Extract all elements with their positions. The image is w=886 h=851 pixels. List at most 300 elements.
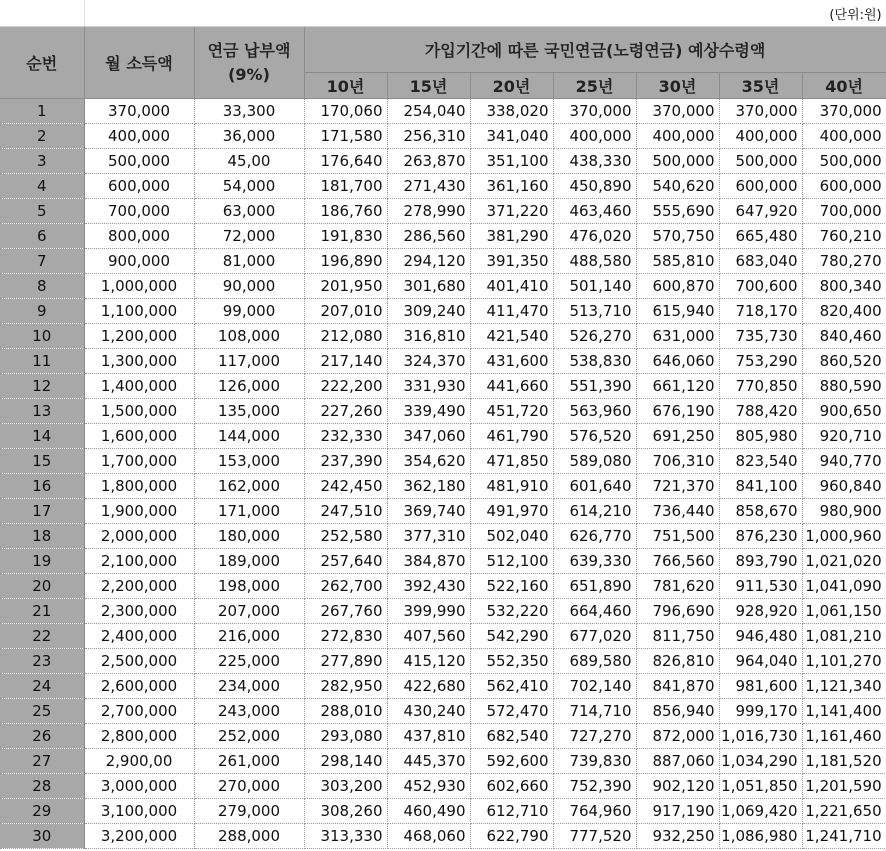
table-cell: 181,700	[304, 174, 387, 199]
table-cell: 176,640	[304, 149, 387, 174]
table-cell: 316,810	[387, 324, 470, 349]
row-index: 10	[0, 324, 84, 349]
table-cell: 796,690	[636, 599, 719, 624]
row-index: 15	[0, 449, 84, 474]
table-cell: 54,000	[194, 174, 304, 199]
header-year-4: 30년	[636, 73, 719, 99]
table-cell: 980,900	[802, 499, 886, 524]
table-cell: 471,850	[470, 449, 553, 474]
table-cell: 431,600	[470, 349, 553, 374]
table-cell: 2,500,000	[84, 649, 194, 674]
row-index: 26	[0, 724, 84, 749]
table-cell: 614,210	[553, 499, 636, 524]
table-cell: 3,000,000	[84, 774, 194, 799]
row-index: 5	[0, 199, 84, 224]
table-row	[0, 799, 886, 824]
row-index: 22	[0, 624, 84, 649]
table-row	[0, 674, 886, 699]
table-row	[0, 299, 886, 324]
table-cell: 1,600,000	[84, 424, 194, 449]
header-payment	[194, 27, 304, 99]
table-cell: 488,580	[553, 249, 636, 274]
table-cell: 612,710	[470, 799, 553, 824]
table-cell: 460,490	[387, 799, 470, 824]
table-cell: 294,120	[387, 249, 470, 274]
table-cell: 501,140	[553, 274, 636, 299]
table-cell: 600,000	[719, 174, 802, 199]
table-cell: 1,021,020	[802, 549, 886, 574]
table-cell: 600,000	[84, 174, 194, 199]
row-index: 14	[0, 424, 84, 449]
table-cell: 542,290	[470, 624, 553, 649]
table-cell: 691,250	[636, 424, 719, 449]
table-cell: 216,000	[194, 624, 304, 649]
table-cell: 932,250	[636, 824, 719, 849]
table-cell: 370,000	[636, 99, 719, 124]
row-index: 20	[0, 574, 84, 599]
table-cell: 1,081,210	[802, 624, 886, 649]
table-cell: 207,000	[194, 599, 304, 624]
table-cell: 270,000	[194, 774, 304, 799]
table-cell: 288,010	[304, 699, 387, 724]
table-cell: 512,100	[470, 549, 553, 574]
row-index: 28	[0, 774, 84, 799]
table-cell: 293,080	[304, 724, 387, 749]
header-year-2: 20년	[470, 73, 553, 99]
table-cell: 920,710	[802, 424, 886, 449]
table-cell: 411,470	[470, 299, 553, 324]
table-cell: 288,000	[194, 824, 304, 849]
table-cell: 2,400,000	[84, 624, 194, 649]
unit-label: (단위:원)	[84, 0, 886, 27]
table-cell: 227,260	[304, 399, 387, 424]
table-cell: 689,580	[553, 649, 636, 674]
table-cell: 117,000	[194, 349, 304, 374]
table-cell: 876,230	[719, 524, 802, 549]
table-cell: 271,430	[387, 174, 470, 199]
table-cell: 370,000	[719, 99, 802, 124]
table-cell: 201,950	[304, 274, 387, 299]
table-row	[0, 374, 886, 399]
table-cell: 237,390	[304, 449, 387, 474]
table-cell: 764,960	[553, 799, 636, 824]
table-cell: 278,990	[387, 199, 470, 224]
table-row	[0, 699, 886, 724]
table-cell: 400,000	[719, 124, 802, 149]
table-cell: 777,520	[553, 824, 636, 849]
table-cell: 570,750	[636, 224, 719, 249]
row-index: 12	[0, 374, 84, 399]
table-cell: 252,000	[194, 724, 304, 749]
table-row	[0, 499, 886, 524]
table-cell: 282,950	[304, 674, 387, 699]
table-cell: 377,310	[387, 524, 470, 549]
table-cell: 225,000	[194, 649, 304, 674]
table-cell: 736,440	[636, 499, 719, 524]
table-cell: 677,020	[553, 624, 636, 649]
table-cell: 893,790	[719, 549, 802, 574]
table-cell: 601,640	[553, 474, 636, 499]
table-row	[0, 774, 886, 799]
table-cell: 257,640	[304, 549, 387, 574]
table-cell: 400,000	[802, 124, 886, 149]
table-cell: 162,000	[194, 474, 304, 499]
table-cell: 840,460	[802, 324, 886, 349]
table-cell: 481,910	[470, 474, 553, 499]
table-cell: 370,000	[553, 99, 636, 124]
table-cell: 371,220	[470, 199, 553, 224]
table-cell: 1,500,000	[84, 399, 194, 424]
table-cell: 308,260	[304, 799, 387, 824]
table-row	[0, 599, 886, 624]
table-row	[0, 574, 886, 599]
row-index: 30	[0, 824, 84, 849]
table-cell: 500,000	[636, 149, 719, 174]
row-index: 2	[0, 124, 84, 149]
table-cell: 1,034,290	[719, 749, 802, 774]
table-cell: 400,000	[553, 124, 636, 149]
table-row	[0, 249, 886, 274]
table-row	[0, 749, 886, 774]
table-cell: 171,580	[304, 124, 387, 149]
table-cell: 700,600	[719, 274, 802, 299]
table-cell: 651,890	[553, 574, 636, 599]
table-cell: 540,620	[636, 174, 719, 199]
table-cell: 381,290	[470, 224, 553, 249]
table-cell: 714,710	[553, 699, 636, 724]
table-cell: 563,960	[553, 399, 636, 424]
table-row	[0, 624, 886, 649]
table-cell: 823,540	[719, 449, 802, 474]
table-cell: 217,140	[304, 349, 387, 374]
table-cell: 341,040	[470, 124, 553, 149]
table-cell: 721,370	[636, 474, 719, 499]
header-year-3: 25년	[553, 73, 636, 99]
table-row	[0, 274, 886, 299]
table-cell: 1,100,000	[84, 299, 194, 324]
table-cell: 702,140	[553, 674, 636, 699]
table-cell: 1,141,400	[802, 699, 886, 724]
table-cell: 384,870	[387, 549, 470, 574]
header-row-group	[0, 27, 886, 73]
row-index: 19	[0, 549, 84, 574]
row-index: 23	[0, 649, 84, 674]
table-cell: 872,000	[636, 724, 719, 749]
table-cell: 347,060	[387, 424, 470, 449]
header-year-6: 40년	[802, 73, 886, 99]
table-cell: 438,330	[553, 149, 636, 174]
table-cell: 770,850	[719, 374, 802, 399]
table-cell: 999,170	[719, 699, 802, 724]
table-cell: 600,870	[636, 274, 719, 299]
table-cell: 232,330	[304, 424, 387, 449]
table-cell: 760,210	[802, 224, 886, 249]
table-cell: 781,620	[636, 574, 719, 599]
table-cell: 887,060	[636, 749, 719, 774]
table-cell: 445,370	[387, 749, 470, 774]
table-cell: 526,270	[553, 324, 636, 349]
table-cell: 788,420	[719, 399, 802, 424]
table-cell: 562,410	[470, 674, 553, 699]
row-index: 1	[0, 99, 84, 124]
table-cell: 153,000	[194, 449, 304, 474]
table-cell: 1,000,960	[802, 524, 886, 549]
table-cell: 576,520	[553, 424, 636, 449]
table-cell: 615,940	[636, 299, 719, 324]
table-cell: 262,700	[304, 574, 387, 599]
table-cell: 911,530	[719, 574, 802, 599]
table-cell: 2,300,000	[84, 599, 194, 624]
table-cell: 639,330	[553, 549, 636, 574]
table-cell: 589,080	[553, 449, 636, 474]
table-cell: 463,460	[553, 199, 636, 224]
table-cell: 513,710	[553, 299, 636, 324]
table-cell: 415,120	[387, 649, 470, 674]
row-index: 3	[0, 149, 84, 174]
table-cell: 538,830	[553, 349, 636, 374]
table-cell: 1,181,520	[802, 749, 886, 774]
table-cell: 826,810	[636, 649, 719, 674]
table-cell: 36,000	[194, 124, 304, 149]
table-cell: 391,350	[470, 249, 553, 274]
table-cell: 338,020	[470, 99, 553, 124]
table-cell: 207,010	[304, 299, 387, 324]
table-cell: 805,980	[719, 424, 802, 449]
table-cell: 600,000	[802, 174, 886, 199]
table-cell: 126,000	[194, 374, 304, 399]
table-row	[0, 199, 886, 224]
table-cell: 1,201,590	[802, 774, 886, 799]
table-row	[0, 224, 886, 249]
table-cell: 45,00	[194, 149, 304, 174]
table-cell: 532,220	[470, 599, 553, 624]
table-cell: 752,390	[553, 774, 636, 799]
table-cell: 1,200,000	[84, 324, 194, 349]
table-cell: 400,000	[84, 124, 194, 149]
header-index: 순번	[0, 27, 84, 99]
header-year-1: 15년	[387, 73, 470, 99]
table-cell: 739,830	[553, 749, 636, 774]
table-cell: 665,480	[719, 224, 802, 249]
table-cell: 753,290	[719, 349, 802, 374]
table-cell: 392,430	[387, 574, 470, 599]
table-cell: 242,450	[304, 474, 387, 499]
row-index: 24	[0, 674, 84, 699]
table-cell: 800,000	[84, 224, 194, 249]
table-cell: 491,970	[470, 499, 553, 524]
table-cell: 902,120	[636, 774, 719, 799]
table-cell: 683,040	[719, 249, 802, 274]
table-cell: 900,650	[802, 399, 886, 424]
table-cell: 198,000	[194, 574, 304, 599]
row-index: 18	[0, 524, 84, 549]
table-cell: 585,810	[636, 249, 719, 274]
table-cell: 1,221,650	[802, 799, 886, 824]
table-cell: 451,720	[470, 399, 553, 424]
table-cell: 108,000	[194, 324, 304, 349]
table-cell: 369,740	[387, 499, 470, 524]
table-cell: 1,041,090	[802, 574, 886, 599]
table-cell: 622,790	[470, 824, 553, 849]
table-cell: 298,140	[304, 749, 387, 774]
table-row	[0, 149, 886, 174]
header-group: 가입기간에 따른 국민연금(노령연금) 예상수령액	[304, 27, 886, 73]
table-row	[0, 349, 886, 374]
table-cell: 279,000	[194, 799, 304, 824]
table-cell: 324,370	[387, 349, 470, 374]
blank-cell	[0, 0, 84, 27]
table-cell: 500,000	[802, 149, 886, 174]
table-cell: 841,100	[719, 474, 802, 499]
table-cell: 144,000	[194, 424, 304, 449]
table-cell: 502,040	[470, 524, 553, 549]
table-cell: 90,000	[194, 274, 304, 299]
table-row	[0, 724, 886, 749]
table-cell: 1,086,980	[719, 824, 802, 849]
table-cell: 63,000	[194, 199, 304, 224]
table-cell: 1,121,340	[802, 674, 886, 699]
table-cell: 3,200,000	[84, 824, 194, 849]
table-cell: 700,000	[84, 199, 194, 224]
table-cell: 2,900,00	[84, 749, 194, 774]
table-cell: 841,870	[636, 674, 719, 699]
table-cell: 735,730	[719, 324, 802, 349]
header-payment-label: 연금 납부액 (9%)	[207, 40, 291, 84]
table-cell: 370,000	[84, 99, 194, 124]
table-cell: 682,540	[470, 724, 553, 749]
table-cell: 2,600,000	[84, 674, 194, 699]
table-cell: 186,760	[304, 199, 387, 224]
table-cell: 430,240	[387, 699, 470, 724]
table-cell: 2,000,000	[84, 524, 194, 549]
row-index: 17	[0, 499, 84, 524]
unit-row	[0, 0, 886, 27]
table-cell: 602,660	[470, 774, 553, 799]
table-cell: 820,400	[802, 299, 886, 324]
table-cell: 676,190	[636, 399, 719, 424]
table-cell: 331,930	[387, 374, 470, 399]
table-cell: 626,770	[553, 524, 636, 549]
table-cell: 1,700,000	[84, 449, 194, 474]
table-cell: 362,180	[387, 474, 470, 499]
table-cell: 234,000	[194, 674, 304, 699]
table-cell: 500,000	[84, 149, 194, 174]
table-cell: 928,920	[719, 599, 802, 624]
table-cell: 981,600	[719, 674, 802, 699]
table-cell: 1,069,420	[719, 799, 802, 824]
table-cell: 1,051,850	[719, 774, 802, 799]
table-cell: 399,990	[387, 599, 470, 624]
table-row	[0, 174, 886, 199]
table-cell: 351,100	[470, 149, 553, 174]
table-cell: 856,940	[636, 699, 719, 724]
table-cell: 256,310	[387, 124, 470, 149]
table-cell: 940,770	[802, 449, 886, 474]
table-cell: 555,690	[636, 199, 719, 224]
table-cell: 780,270	[802, 249, 886, 274]
row-index: 11	[0, 349, 84, 374]
table-cell: 706,310	[636, 449, 719, 474]
table-cell: 811,750	[636, 624, 719, 649]
table-cell: 339,490	[387, 399, 470, 424]
table-cell: 252,580	[304, 524, 387, 549]
table-cell: 946,480	[719, 624, 802, 649]
table-cell: 222,200	[304, 374, 387, 399]
row-index: 6	[0, 224, 84, 249]
table-cell: 171,000	[194, 499, 304, 524]
table-cell: 247,510	[304, 499, 387, 524]
table-cell: 400,000	[636, 124, 719, 149]
table-cell: 1,900,000	[84, 499, 194, 524]
table-cell: 286,560	[387, 224, 470, 249]
table-cell: 551,390	[553, 374, 636, 399]
table-cell: 858,670	[719, 499, 802, 524]
table-cell: 277,890	[304, 649, 387, 674]
table-cell: 309,240	[387, 299, 470, 324]
row-index: 16	[0, 474, 84, 499]
table-row	[0, 524, 886, 549]
table-cell: 135,000	[194, 399, 304, 424]
row-index: 4	[0, 174, 84, 199]
table-cell: 751,500	[636, 524, 719, 549]
table-cell: 191,830	[304, 224, 387, 249]
row-index: 9	[0, 299, 84, 324]
table-cell: 272,830	[304, 624, 387, 649]
table-cell: 407,560	[387, 624, 470, 649]
table-cell: 81,000	[194, 249, 304, 274]
header-year-0: 10년	[304, 73, 387, 99]
table-cell: 1,000,000	[84, 274, 194, 299]
table-row	[0, 549, 886, 574]
table-cell: 267,760	[304, 599, 387, 624]
table-cell: 727,270	[553, 724, 636, 749]
table-cell: 766,560	[636, 549, 719, 574]
table-cell: 1,241,710	[802, 824, 886, 849]
header-year-5: 35년	[719, 73, 802, 99]
row-index: 25	[0, 699, 84, 724]
table-row	[0, 474, 886, 499]
table-cell: 301,680	[387, 274, 470, 299]
table-cell: 800,340	[802, 274, 886, 299]
table-cell: 3,100,000	[84, 799, 194, 824]
table-cell: 592,600	[470, 749, 553, 774]
table-cell: 500,000	[719, 149, 802, 174]
table-cell: 437,810	[387, 724, 470, 749]
table-cell: 254,040	[387, 99, 470, 124]
table-cell: 2,100,000	[84, 549, 194, 574]
table-cell: 647,920	[719, 199, 802, 224]
row-index: 8	[0, 274, 84, 299]
table-cell: 900,000	[84, 249, 194, 274]
table-row	[0, 824, 886, 849]
table-cell: 1,300,000	[84, 349, 194, 374]
table-cell: 1,161,460	[802, 724, 886, 749]
table-cell: 661,120	[636, 374, 719, 399]
table-cell: 552,350	[470, 649, 553, 674]
table-cell: 243,000	[194, 699, 304, 724]
table-cell: 917,190	[636, 799, 719, 824]
table-row	[0, 424, 886, 449]
table-cell: 72,000	[194, 224, 304, 249]
table-cell: 212,080	[304, 324, 387, 349]
table-cell: 468,060	[387, 824, 470, 849]
table-cell: 370,000	[802, 99, 886, 124]
table-cell: 354,620	[387, 449, 470, 474]
row-index: 27	[0, 749, 84, 774]
table-cell: 860,520	[802, 349, 886, 374]
table-cell: 1,800,000	[84, 474, 194, 499]
row-index: 29	[0, 799, 84, 824]
